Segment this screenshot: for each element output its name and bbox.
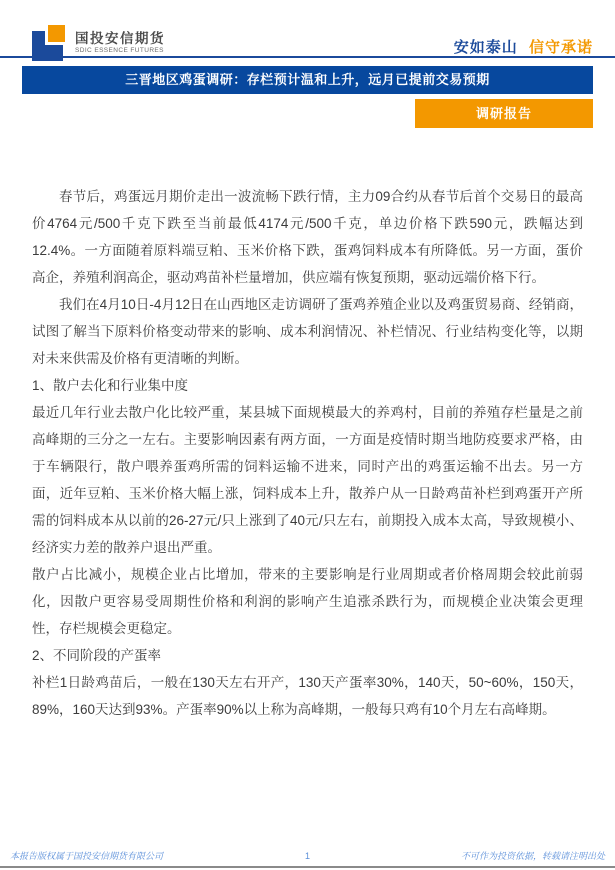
report-body (32, 183, 583, 723)
report-title-bar (22, 66, 593, 94)
slogan-part-2: 信守承诺 (528, 39, 593, 56)
company-name-cn: 国投安信期货 (75, 31, 165, 46)
footer-disclaimer: 不可作为投资依据，转载请注明出处 (461, 851, 606, 861)
section-2-heading: 2、不同阶段的产蛋率 (32, 648, 162, 663)
intro-paragraph-1: 春节后，鸡蛋远月期价走出一波流畅下跌行情，主力09合约从春节后首个交易日的最高价4764元/500千克下跌至当前最低4174元/500千克，单边价格下跌590元，跌幅达到12.4%。一方面随着原料端豆粕、玉米价格下跌，蛋鸡饲料成本有所降低。另一方面，蛋价高企，养殖利润高企，驱动鸡苗补栏量增加，供应端有恢复预期，驱动远端价格下行。 (32, 189, 583, 285)
report-type-badge (415, 99, 593, 128)
page-footer (10, 849, 605, 862)
section-1-heading: 1、散户去化和行业集中度 (32, 378, 189, 393)
footer-copyright: 本报告版权属于国投安信期货有限公司 (10, 851, 164, 861)
section-2-paragraph-1: 补栏1日龄鸡苗后，一般在130天左右开产，130天产蛋率30%，140天，50~60%，150天，89%，160天达到93%。产蛋率90%以上称为高峰期，一般每只鸡有10个月左右高峰期。 (32, 675, 583, 717)
company-name-en: SDIC ESSENCE FUTURES (75, 47, 164, 54)
intro-paragraph-2: 我们在4月10日-4月12日在山西地区走访调研了蛋鸡养殖企业以及鸡蛋贸易商、经销商，试图了解当下原料价格变动带来的影响、成本利润情况、补栏情况、行业结构变化等，以期对未来供需及价格有更清晰的判断。 (32, 297, 583, 366)
section-1-paragraph-2: 散户占比减小，规模企业占比增加，带来的主要影响是行业周期或者价格周期会较此前弱化，因散户更容易受周期性价格和利润的影响产生追涨杀跌行为，而规模企业决策会更理性，存栏规模会更稳定。 (32, 567, 583, 636)
bottom-divider (0, 866, 615, 868)
company-logo-text (75, 24, 165, 55)
header-divider (0, 56, 615, 58)
report-type-label: 调研报告 (475, 106, 532, 121)
slogan-part-1: 安如泰山 (453, 39, 518, 56)
report-title: 三晋地区鸡蛋调研：存栏预计温和上升，远月已提前交易预期 (125, 72, 490, 87)
company-slogan (454, 24, 593, 57)
section-1-paragraph-1: 最近几年行业去散户化比较严重，某县城下面规模最大的养鸡村，目前的养殖存栏量是之前高峰期的三分之一左右。主要影响因素有两方面，一方面是疫情时期当地防疫要求严格，由于车辆限行，散户喂养蛋鸡所需的饲料运输不进来，同时产出的鸡蛋运输不出去。另一方面，近年豆粕、玉米价格大幅上涨，饲料成本上升，散养户从一日龄鸡苗补栏到鸡蛋开产所需的饲料成本从以前的26-27元/只上涨到了40元/只左右，前期投入成本太高，导致规模小、经济实力差的散养户退出严重。 (32, 405, 583, 555)
page-number: 1 (305, 850, 311, 861)
